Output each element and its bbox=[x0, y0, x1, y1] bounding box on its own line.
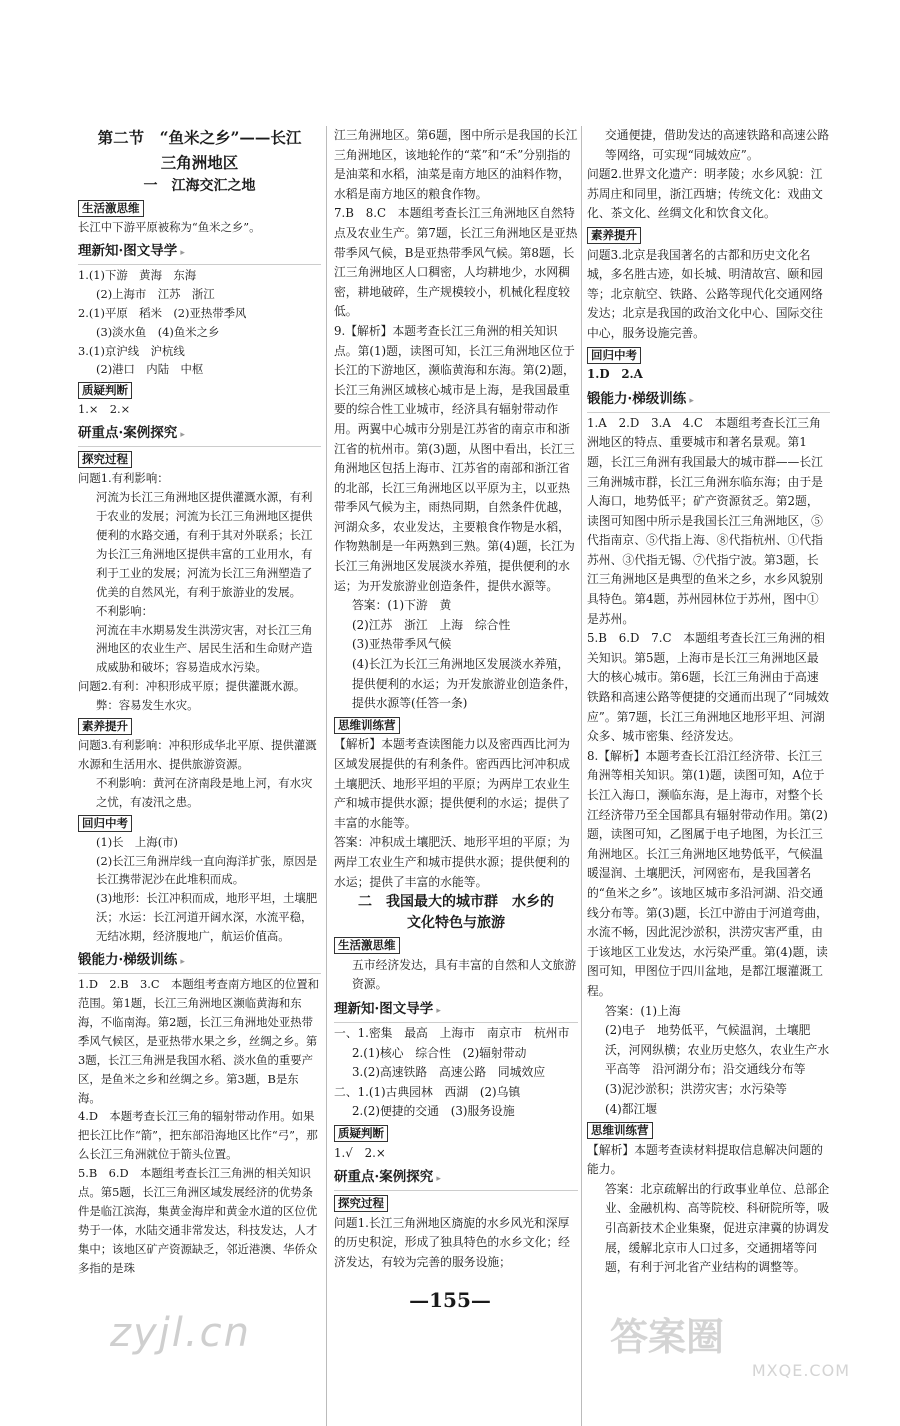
col1-block-8: 2.(1)平原 稻米 (2)亚热带季风 bbox=[78, 305, 247, 320]
col1-block-2: 一 江海交汇之地 bbox=[143, 178, 256, 194]
col1-block-15: 探究过程 bbox=[78, 451, 132, 468]
col3-block-16: 答案：北京疏解出的行政事业单位、总部企业、金融机构、高等院校、科研院所等，吸引高新技术企业集聚，促进京津冀的协调发展，缓解北京市人口过多，交通拥堵等问题，有利于河北省产业结构的调整等。 bbox=[605, 1181, 830, 1275]
col1-block-31: 4.D 本题考查长江三角的辐射带动作用。如果把长江比作“箭”，把东部沿海地区比作“弓”，那么长江三角洲就位于箭头位置。 bbox=[78, 1109, 318, 1162]
column-divider-1 bbox=[326, 126, 327, 1426]
col1-block-32: 5.B 6.D 本题组考查长江三角洲的相关知识点。第5题，长江三角洲区域发展经济的优势条件是临江滨海，集黄金海岸和黄金水道的区位优势于一体，水陆交通非常发达，科技发达，人才集中；该地区矿产资源缺乏，邻近港澳、华侨众多指的是珠 bbox=[78, 1166, 318, 1275]
col2-block-14: 理新知·图文导学 ▸ bbox=[334, 998, 578, 1023]
col2-block-16: 2.(1)核心 综合性 (2)辐射带动 bbox=[352, 1045, 527, 1060]
col3-block-11: (2)电子 地势低平，气候温润，土壤肥沃，河网纵横；农业历史悠久，农业生产水平高等 沿河湖分布；沿交通线分布等 bbox=[605, 1023, 830, 1077]
col1-block-7: (2)上海市 江苏 浙江 bbox=[96, 286, 215, 301]
col3-block-14: 思维训练营 bbox=[587, 1122, 653, 1139]
col1-block-3: 生活激思维 bbox=[78, 200, 144, 217]
col1-block-14: 研重点·案例探究 ▸ bbox=[78, 422, 321, 447]
col3-block-4: 回归中考 bbox=[587, 347, 641, 364]
col3-block-5: 1.D 2.A bbox=[587, 367, 643, 382]
col1-block-25: 回归中考 bbox=[78, 815, 132, 832]
col3-block-15: 【解析】本题考查读材料提取信息解决问题的能力。 bbox=[587, 1142, 823, 1177]
col3-block-7: 1.A 2.D 3.A 4.C 本题组考查长江三角洲地区的特点、重要城市和著名景观。第1题，长江三角洲有我国最大的城市群——长江三角洲城市群，长江三角洲东临东海；由于是人海口，地势低平；矿产资源贫乏。第2题，读图可知图中所示是我国长江三角洲地区，⑤代指南京、⑤代指上海、⑧代指杭州、①代指苏州、③代指无锡、⑦代指宁波。第3题，长江三角洲地区是典型的鱼米之乡，水乡风貌别具特色。第4题，苏州园林位于苏州，图中①是苏州。 bbox=[587, 415, 823, 626]
col3-block-1: 问题2.世界文化遗产：明孝陵；水乡风貌：江苏周庄和同里，浙江西塘；传统文化：戏曲文化、茶文化、丝绸文化和饮食文化。 bbox=[587, 167, 823, 221]
col3-block-2: 素养提升 bbox=[587, 227, 641, 244]
col3-block-8: 5.B 6.D 7.C 本题组考查长江三角洲的相关知识。第5题，上海市是长江三角洲地区最大的核心城市。第6题，长江三角洲由于高速铁路和高速公路等便捷的交通而出现了“同城效应”。第7题，长江三角洲地区地形平坦、河湖众多、城市密集、经济发达。 bbox=[587, 631, 829, 744]
col1-block-22: 素养提升 bbox=[78, 718, 132, 735]
col2-block-17: 3.(2)高速铁路 高速公路 同城效应 bbox=[352, 1065, 546, 1080]
watermark-right-cn: 答案圈 bbox=[610, 1315, 725, 1359]
col2-block-21: 1.√ 2.× bbox=[334, 1145, 386, 1160]
col2-block-2: 9.【解析】本题考查长江三角洲的相关知识点。第(1)题，读图可知，长江三角洲地区位于长江的下游地区，濒临黄海和东海。第(2)题，长江三角洲区域核心城市是上海，是我国最重要的综合性工业城市，经济具有辐射带动作用。两翼中心城市分别是江苏省的南京市和浙江省的杭州市。第(3)题，从图中看出，长江三角洲地区包括上海市、江苏省的南部和浙江省的北部，长江三角洲地区以平原为主，以亚热带季风气候为主，雨热同期，自然条件优越，河湖众多，农业发达，主要粮食作物是水稻，作物熟制是一年两熟到三熟。第(4)题，长江为长江三角洲地区发展淡水养殖，提供便利的水运；为开发旅游业创造条件，提供水源等。 bbox=[334, 323, 575, 593]
col2-block-19: 2.(2)便捷的交通 (3)服务设施 bbox=[352, 1104, 515, 1119]
col3-block-10: 答案：(1)上海 bbox=[605, 1003, 681, 1018]
col1-block-16: 问题1.有利影响： bbox=[78, 471, 169, 486]
col2-block-5: (3)亚热带季风气候 bbox=[352, 637, 452, 652]
column-middle bbox=[334, 126, 578, 1272]
col2-block-6: (4)长江为长江三角洲地区发展淡水养殖，提供便利的水运；为开发旅游业创造条件，提供水源等(任答一条) bbox=[352, 657, 577, 711]
col2-block-24: 问题1.长江三角洲地区旖旎的水乡风光和深厚的历史积淀，形成了独具特色的水乡文化；经济发达，有较为完善的服务设施； bbox=[334, 1215, 570, 1269]
col1-block-29: 锻能力·梯级训练 ▸ bbox=[78, 949, 321, 974]
col2-block-8: 【解析】本题考查读图能力以及密西西比河为区域发展提供的有利条件。密西西比河冲积成土壤肥沃、地形平坦的平原；为两岸工农业生产和城市提供水源；提供便利的水运；提供了丰富的水能等。 bbox=[334, 737, 570, 830]
col1-block-30: 1.D 2.B 3.C 本题组考查南方地区的位置和范围。第1题，长江三角洲地区濒临黄海和东海，不临南海。第2题，长江三角洲地处亚热带季风气候区，是亚热带水果之乡，丝绸之乡。第3题，长江三角洲是我国水稻、淡水鱼的重要产区，是鱼米之乡和丝绸之乡。第3题，B是东海。 bbox=[78, 977, 320, 1105]
col2-block-10: 二 我国最大的城市群 水乡的 bbox=[358, 894, 554, 911]
col3-block-9: 8.【解析】本题考查长江沿江经济带、长江三角洲等相关知识。第(1)题，读图可知，A位于长江入海口，濒临东海，是上海市，对整个长江经济带乃至全国都具有辐射带动作用。第(2)题，读图可知，乙图属于电子地图，为长江三角洲地区。长江三角洲地区地势低平，气候温暖湿润、土壤肥沃，河网密布，是我国著名的“鱼米之乡”。该地区城市多沿河湖、沿交通线分布等。第(3)题，长江中游由于河道弯曲，水流不畅，因此泥沙淤积，洪涝灾害严重，由于该地区工业发达，水污染严重。第(4)题，读图可知，甲图位于四川盆地，是都江堰灌溉工程。 bbox=[587, 748, 828, 998]
col1-block-0: 第二节 “鱼米之乡”——长江 bbox=[97, 128, 302, 147]
col2-block-0: 江三角洲地区。第6题，图中所示是我国的长江三角洲地区，该地轮作的“菜”和“禾”分别指的是油菜和水稻，油菜是南方地区的油料作物，水稻是南方地区的粮食作物。 bbox=[334, 128, 578, 201]
col2-block-11: 文化特色与旅游 bbox=[407, 915, 505, 932]
col3-block-12: (3)泥沙淤积；洪涝灾害；水污染等 bbox=[605, 1081, 787, 1096]
column-right bbox=[587, 126, 830, 1278]
col2-block-18: 二、1.(1)古典园林 西湖 (2)乌镇 bbox=[334, 1084, 521, 1099]
col1-block-9: (3)淡水鱼 (4)鱼米之乡 bbox=[96, 324, 220, 339]
col1-block-23: 问题3.有利影响：冲积形成华北平原、提供灌溉水源和生活用水、提供旅游资源。 bbox=[78, 738, 317, 771]
col1-block-27: (2)长江三角洲岸线一直向海洋扩张，原因是长江携带泥沙在此堆积而成。 bbox=[96, 853, 318, 887]
page-number: —155— bbox=[409, 1288, 491, 1312]
col1-block-18: 不利影响： bbox=[96, 603, 153, 618]
col2-block-9: 答案：冲积成土壤肥沃、地形平坦的平原；为两岸工农业生产和城市提供水源；提供便利的水运；提供了丰富的水能等。 bbox=[334, 835, 570, 889]
col3-block-0: 交通便捷，借助发达的高速铁路和高速公路等网络，可实现“同城效应”。 bbox=[605, 128, 830, 162]
column-divider-2 bbox=[581, 126, 582, 1426]
column-left bbox=[78, 126, 321, 1278]
col2-block-23: 探究过程 bbox=[334, 1195, 388, 1212]
col2-block-3: 答案：(1)下游 黄 bbox=[352, 598, 452, 613]
col2-block-1: 7.B 8.C 本题组考查长江三角洲地区自然特点及农业生产。第7题，长江三角洲地区是亚热带季风气候，B是亚热带季风气候。第8题，长江三角洲地区人口稠密，人均耕地少，水网稠密，耕地破碎，生产规模较小，机械化程度较低。 bbox=[334, 206, 578, 319]
col3-block-13: (4)都江堰 bbox=[605, 1101, 658, 1116]
col1-block-1: 三角洲地区 bbox=[160, 153, 239, 172]
col1-block-12: 质疑判断 bbox=[78, 382, 132, 399]
col1-block-17: 河流为长江三角洲地区提供灌溉水源，有利于农业的发展；河流为长江三角洲地区提供便利的水路交通，有利于其对外联系；长江为长江三角洲地区提供丰富的工业用水，有利于工业的发展；河流为长江三角洲塑造了优美的自然风光，有利于旅游业的发展。 bbox=[96, 490, 313, 599]
col1-block-5: 理新知·图文导学 ▸ bbox=[78, 240, 321, 265]
watermark-right bbox=[610, 1306, 850, 1378]
col3-block-3: 问题3.北京是我国著名的古都和历史文化名城，多名胜古迹，如长城、明清故宫、颐和园等；北京航空、铁路、公路等现代化交通网络发达；北京是我国的政治文化中心、国际交往中心，服务设施完善。 bbox=[587, 247, 823, 340]
col2-block-13: 五市经济发达，具有丰富的自然和人文旅游资源。 bbox=[352, 957, 577, 992]
col1-block-4: 长江中下游平原被称为“鱼米之乡”。 bbox=[78, 220, 261, 234]
col3-block-6: 锻能力·梯级训练 ▸ bbox=[587, 388, 830, 413]
col2-block-22: 研重点·案例探究 ▸ bbox=[334, 1166, 578, 1191]
col1-block-21: 弊：容易发生水灾。 bbox=[96, 698, 199, 713]
col1-block-6: 1.(1)下游 黄海 东海 bbox=[78, 267, 197, 282]
col1-block-20: 问题2.有利：冲积形成平原；提供灌溉水源。 bbox=[78, 679, 306, 694]
col1-block-11: (2)港口 内陆 中枢 bbox=[96, 362, 204, 377]
col1-block-28: (3)地形：长江冲积而成，地形平坦，土壤肥沃；水运：长江河道开阔水深，水流平稳，无结冰期，经济腹地广，航运价值高。 bbox=[96, 891, 318, 944]
col1-block-10: 3.(1)京沪线 沪杭线 bbox=[78, 343, 185, 358]
col2-block-7: 思维训练营 bbox=[334, 717, 400, 734]
col2-block-12: 生活激思维 bbox=[334, 937, 400, 954]
col1-block-24: 不利影响：黄河在济南段是地上河，有水灾之忧，有凌汛之患。 bbox=[96, 775, 313, 809]
col1-block-26: (1)长 上海(市) bbox=[96, 834, 178, 849]
col1-block-19: 河流在丰水期易发生洪涝灾害，对长江三角洲地区的农业生产、居民生活和生命财产造成威胁和破坏；容易造成水污染。 bbox=[96, 622, 313, 675]
col1-block-13: 1.× 2.× bbox=[78, 402, 131, 417]
col2-block-20: 质疑判断 bbox=[334, 1125, 388, 1142]
watermark-right-url: MXQE.COM bbox=[751, 1361, 850, 1380]
col2-block-4: (2)江苏 浙江 上海 综合性 bbox=[352, 617, 511, 632]
col2-block-15: 一、1.密集 最高 上海市 南京市 杭州市 bbox=[334, 1025, 570, 1040]
watermark-left: zyjl.cn bbox=[110, 1310, 251, 1356]
